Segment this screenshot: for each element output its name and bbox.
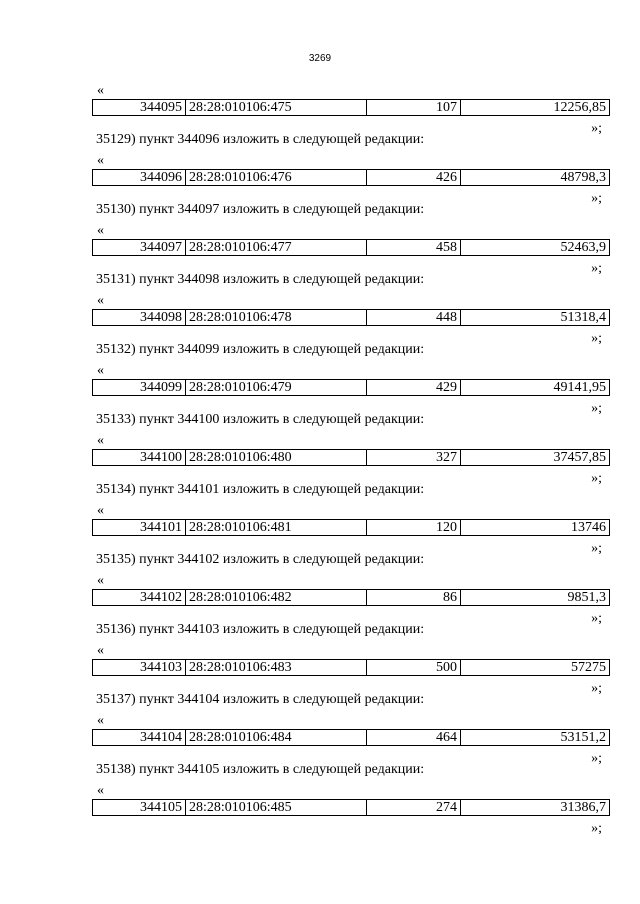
entry-id-cell: 344105 [93,800,186,815]
value-cell: 57275 [571,660,606,675]
table-row [92,589,610,606]
table-row [92,729,610,746]
amendment-intro-text: 35131) пункт 344098 изложить в следующей редакции: [96,272,425,287]
cadastral-number-cell: 28:28:010106:477 [186,240,367,255]
close-quote: »; [591,681,602,696]
close-quote: »; [591,191,602,206]
open-quote: « [97,433,104,448]
value-cell: 52463,9 [560,240,606,255]
value-cell: 49141,95 [553,380,606,395]
table-row [92,519,610,536]
area-cell: 107 [367,100,461,115]
table-row [92,169,610,186]
amendment-intro-text: 35138) пункт 344105 изложить в следующей редакции: [96,762,425,777]
value-cell: 31386,7 [560,800,606,815]
value-cell: 53151,2 [560,730,606,745]
close-quote: »; [591,611,602,626]
area-cell: 327 [367,450,461,465]
open-quote: « [97,83,104,98]
area-cell: 274 [367,800,461,815]
open-quote: « [97,153,104,168]
amendment-intro-text: 35129) пункт 344096 изложить в следующей редакции: [96,132,425,147]
value-cell: 51318,4 [560,310,606,325]
table-row [92,799,610,816]
entry-id-cell: 344103 [93,660,186,675]
amendment-intro-text: 35136) пункт 344103 изложить в следующей редакции: [96,622,425,637]
entry-id-cell: 344098 [93,310,186,325]
cadastral-number-cell: 28:28:010106:483 [186,660,367,675]
entry-id-cell: 344096 [93,170,186,185]
amendment-intro-text: 35133) пункт 344100 изложить в следующей редакции: [96,412,425,427]
area-cell: 120 [367,520,461,535]
close-quote: »; [591,121,602,136]
entry-id-cell: 344104 [93,730,186,745]
table-row [92,99,610,116]
area-cell: 429 [367,380,461,395]
entry-id-cell: 344097 [93,240,186,255]
page-number: 3269 [308,53,332,64]
cadastral-number-cell: 28:28:010106:479 [186,380,367,395]
cadastral-number-cell: 28:28:010106:478 [186,310,367,325]
open-quote: « [97,503,104,518]
entry-id-cell: 344102 [93,590,186,605]
cadastral-number-cell: 28:28:010106:485 [186,800,367,815]
cadastral-number-cell: 28:28:010106:482 [186,590,367,605]
entry-id-cell: 344099 [93,380,186,395]
area-cell: 464 [367,730,461,745]
open-quote: « [97,783,104,798]
table-row [92,239,610,256]
close-quote: »; [591,751,602,766]
cadastral-number-cell: 28:28:010106:484 [186,730,367,745]
cadastral-number-cell: 28:28:010106:480 [186,450,367,465]
value-cell: 37457,85 [553,450,606,465]
amendment-intro-text: 35130) пункт 344097 изложить в следующей редакции: [96,202,425,217]
open-quote: « [97,643,104,658]
open-quote: « [97,293,104,308]
open-quote: « [97,573,104,588]
close-quote: »; [591,401,602,416]
area-cell: 500 [367,660,461,675]
table-row [92,659,610,676]
amendment-intro-text: 35137) пункт 344104 изложить в следующей редакции: [96,692,425,707]
entry-id-cell: 344101 [93,520,186,535]
table-row [92,449,610,466]
close-quote: »; [591,331,602,346]
entry-id-cell: 344100 [93,450,186,465]
cadastral-number-cell: 28:28:010106:475 [186,100,367,115]
amendment-intro-text: 35132) пункт 344099 изложить в следующей редакции: [96,342,425,357]
cadastral-number-cell: 28:28:010106:476 [186,170,367,185]
value-cell: 48798,3 [560,170,606,185]
open-quote: « [97,363,104,378]
value-cell: 9851,3 [567,590,606,605]
close-quote: »; [591,541,602,556]
area-cell: 458 [367,240,461,255]
value-cell: 12256,85 [553,100,606,115]
open-quote: « [97,223,104,238]
amendment-intro-text: 35134) пункт 344101 изложить в следующей редакции: [96,482,425,497]
area-cell: 426 [367,170,461,185]
open-quote: « [97,713,104,728]
cadastral-number-cell: 28:28:010106:481 [186,520,367,535]
close-quote: »; [591,821,602,836]
table-row [92,379,610,396]
area-cell: 86 [367,590,461,605]
entry-id-cell: 344095 [93,100,186,115]
close-quote: »; [591,471,602,486]
value-cell: 13746 [571,520,606,535]
amendment-intro-text: 35135) пункт 344102 изложить в следующей редакции: [96,552,425,567]
table-row [92,309,610,326]
close-quote: »; [591,261,602,276]
area-cell: 448 [367,310,461,325]
